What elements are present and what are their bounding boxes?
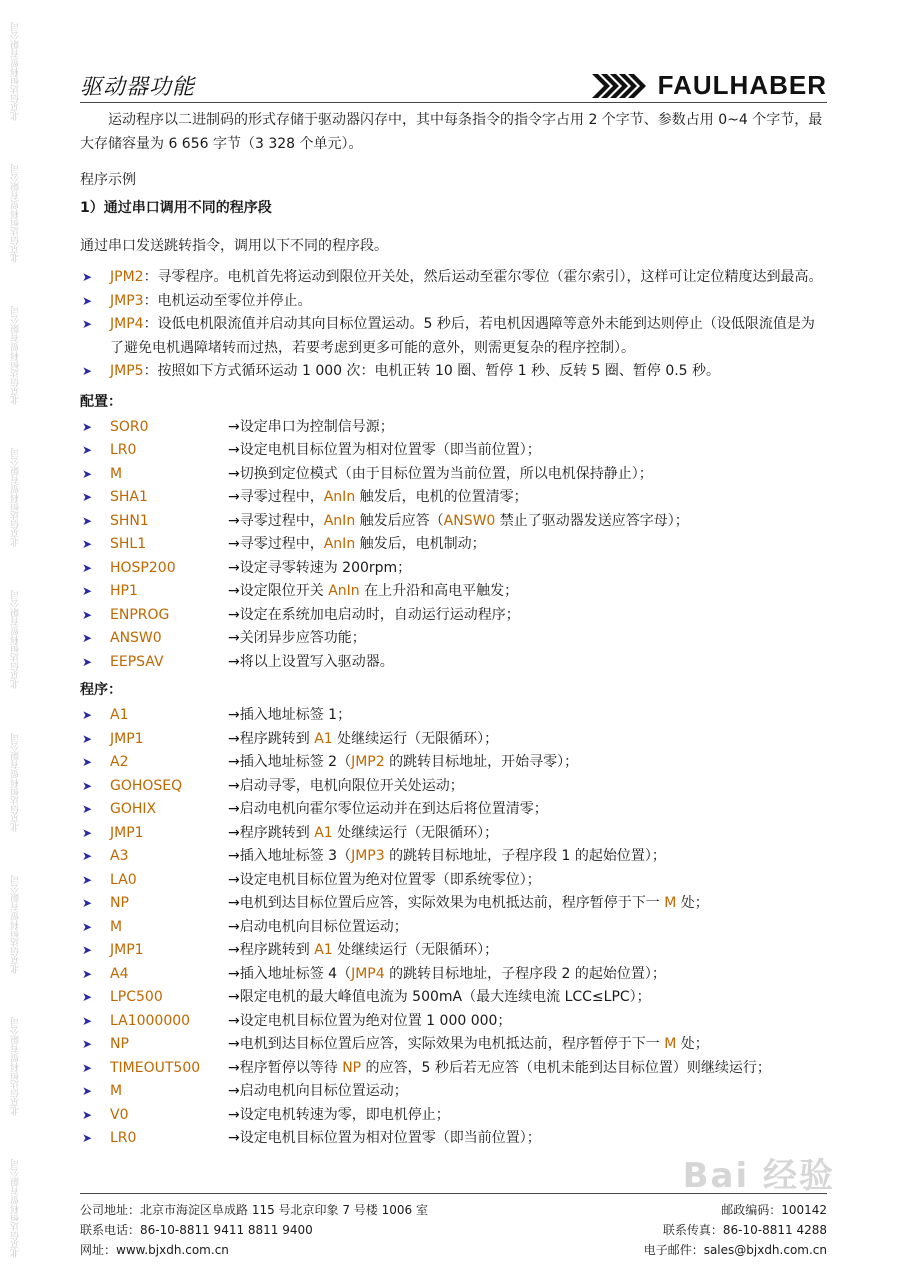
arrow-right-icon: → bbox=[228, 583, 240, 599]
bullet-arrow-icon: ➤ bbox=[81, 731, 93, 746]
command-code: ENPROG bbox=[110, 606, 170, 623]
command-code: LA1000000 bbox=[110, 1012, 191, 1029]
command-code: SHL1 bbox=[110, 536, 147, 552]
arrow-right-icon: → bbox=[228, 418, 240, 435]
watermark-text: 北京信达恒科贸有限公司 bbox=[10, 732, 21, 832]
bullet-arrow-icon: ➤ bbox=[81, 466, 93, 481]
command-row bbox=[80, 822, 827, 846]
command-code: LA0 bbox=[110, 871, 137, 888]
arrow-right-icon: → bbox=[228, 707, 240, 723]
command-row bbox=[80, 963, 827, 987]
description-text: ：按照如下方式循环运动 1 000 次：电机正转 10 圈、暂停 1 秒、反转 5 圈、暂停 0.5 秒。 bbox=[143, 363, 721, 379]
watermark-text: 北京信达恒科贸有限公司 bbox=[10, 874, 21, 974]
watermark-text: 北京信达恒科贸有限公司 bbox=[10, 163, 21, 263]
program-list bbox=[80, 704, 827, 1151]
command-row bbox=[80, 986, 827, 1010]
command-code: A2 bbox=[110, 754, 129, 770]
command-row bbox=[80, 463, 827, 487]
bullet-arrow-icon: ➤ bbox=[81, 872, 93, 887]
command-code: A1 bbox=[110, 707, 129, 723]
command-code: GOHOSEQ bbox=[110, 777, 183, 794]
command-description: 的跳转目标地址，子程序段 2 的起始位置）； bbox=[384, 965, 666, 982]
bullet-arrow-icon: ➤ bbox=[81, 490, 93, 504]
command-code: SHA1 bbox=[110, 489, 148, 505]
arrow-right-icon: → bbox=[228, 1059, 240, 1076]
command-code: SOR0 bbox=[110, 418, 149, 435]
command-description: 插入地址标签 4（ bbox=[239, 965, 352, 982]
command-code: A3 bbox=[110, 848, 129, 864]
bullet-arrow-icon: ➤ bbox=[81, 364, 93, 378]
inline-code: A1 bbox=[314, 824, 333, 841]
inline-code: A1 bbox=[314, 942, 333, 958]
inline-code: JMP3 bbox=[351, 848, 385, 864]
inline-code: A1 bbox=[314, 730, 333, 747]
command-description: 处继续运行（无限循环）； bbox=[332, 942, 499, 958]
footer-address: 公司地址：北京市海淀区阜成路 115 号北京印象 7 号楼 1006 室 bbox=[80, 1203, 428, 1217]
arrow-right-icon: → bbox=[228, 942, 240, 958]
command-description: 设定电机目标位置为绝对位置 1 000 000； bbox=[239, 1012, 512, 1029]
command-description: 触发后应答（ bbox=[355, 512, 444, 529]
command-description: 插入地址标签 3（ bbox=[239, 848, 352, 864]
bullet-arrow-icon: ➤ bbox=[81, 943, 93, 957]
inline-code: ANSW0 bbox=[443, 512, 496, 529]
arrow-right-icon: → bbox=[228, 730, 240, 747]
bullet-arrow-icon: ➤ bbox=[81, 825, 93, 840]
page-title: 驱动器功能 bbox=[80, 75, 196, 100]
logo-stripes-icon bbox=[592, 74, 650, 98]
command-row bbox=[80, 627, 827, 651]
command-row bbox=[80, 845, 827, 869]
inline-code: AnIn bbox=[323, 512, 356, 529]
jump-description-item bbox=[80, 360, 827, 384]
config-heading: 配置： bbox=[80, 393, 122, 410]
arrow-right-icon: → bbox=[228, 871, 240, 888]
command-description: 电机到达目标位置后应答，实际效果为电机抵达前，程序暂停于下一 bbox=[239, 1036, 665, 1052]
command-description: 启动电机向目标位置运动； bbox=[239, 918, 408, 935]
command-description: 程序跳转到 bbox=[239, 942, 315, 958]
command-code: LPC500 bbox=[110, 989, 163, 1005]
inline-code: AnIn bbox=[328, 583, 360, 599]
command-description: 处继续运行（无限循环）； bbox=[332, 730, 499, 747]
command-description: 程序暂停以等待 bbox=[239, 1059, 343, 1076]
bullet-arrow-icon: ➤ bbox=[81, 513, 93, 528]
command-row bbox=[80, 728, 827, 752]
command-description: 启动电机向目标位置运动； bbox=[239, 1083, 408, 1099]
inline-code: NP bbox=[342, 1059, 362, 1076]
command-row bbox=[80, 869, 827, 893]
command-row bbox=[80, 580, 827, 604]
bullet-arrow-icon: ➤ bbox=[81, 990, 93, 1004]
command-description: 寻零过程中， bbox=[239, 512, 324, 529]
command-description: 禁止了驱动器发送应答字母）； bbox=[495, 512, 689, 529]
side-watermark bbox=[6, 0, 24, 1280]
command-row bbox=[80, 775, 827, 799]
command-code: TIMEOUT500 bbox=[110, 1059, 201, 1076]
command-description: 限定电机的最大峰值电流为 500mA（最大连续电流 LCC≤LPC）； bbox=[239, 989, 651, 1005]
command-code: JMP3 bbox=[110, 292, 144, 309]
command-description: 启动电机向霍尔零位运动并在到达后将位置清零； bbox=[239, 801, 548, 817]
command-description: 插入地址标签 2（ bbox=[239, 754, 352, 770]
bullet-arrow-icon: ➤ bbox=[81, 849, 93, 863]
command-code: HP1 bbox=[110, 583, 138, 599]
bullet-arrow-icon: ➤ bbox=[81, 317, 93, 331]
command-description: 的跳转目标地址，开始寻零）； bbox=[384, 754, 579, 770]
command-row bbox=[80, 510, 827, 534]
command-description: 触发后，电机制动； bbox=[355, 536, 486, 552]
command-row bbox=[80, 704, 827, 728]
bullet-arrow-icon: ➤ bbox=[81, 919, 93, 934]
command-code: V0 bbox=[110, 1106, 129, 1123]
bullet-arrow-icon: ➤ bbox=[81, 708, 93, 722]
command-description: 寻零过程中， bbox=[239, 489, 324, 505]
arrow-right-icon: → bbox=[228, 965, 240, 982]
command-description: 设定电机目标位置为相对位置零（即当前位置）； bbox=[239, 1130, 541, 1146]
footer-website: 网址：www.bjxdh.com.cn bbox=[80, 1243, 229, 1257]
command-description: 的跳转目标地址，子程序段 1 的起始位置）； bbox=[384, 848, 666, 864]
page-footer bbox=[80, 1193, 827, 1260]
command-description: 将以上设置写入驱动器。 bbox=[239, 653, 394, 670]
command-description: 程序跳转到 bbox=[239, 824, 315, 841]
arrow-right-icon: → bbox=[228, 489, 240, 505]
command-row bbox=[80, 1033, 827, 1057]
command-row bbox=[80, 604, 827, 628]
command-row bbox=[80, 751, 827, 775]
inline-code: JMP4 bbox=[351, 965, 385, 982]
bullet-arrow-icon: ➤ bbox=[81, 631, 93, 645]
intro-paragraph: 运动程序以二进制码的形式存储于驱动器闪存中，其中每条指令的指令字占用 2 个字节、参数占用 0~4 个字节，最大存储容量为 6 656 字节（3 328 个单元）。 bbox=[80, 112, 823, 152]
command-code: NP bbox=[110, 895, 129, 911]
command-row bbox=[80, 916, 827, 940]
bullet-arrow-icon: ➤ bbox=[81, 778, 93, 793]
main-content bbox=[80, 108, 827, 1151]
bullet-arrow-icon: ➤ bbox=[81, 896, 93, 910]
arrow-right-icon: → bbox=[228, 512, 240, 529]
command-description: 插入地址标签 1； bbox=[239, 707, 352, 723]
command-code: HOSP200 bbox=[110, 559, 176, 576]
call-intro: 通过串口发送跳转指令，调用以下不同的程序段。 bbox=[80, 238, 388, 254]
faulhaber-logo bbox=[592, 70, 827, 101]
command-code: M bbox=[110, 1083, 123, 1099]
config-list bbox=[80, 416, 827, 675]
command-code: GOHIX bbox=[110, 801, 157, 817]
footer-fax: 联系传真：86-10-8811 4288 bbox=[662, 1223, 827, 1237]
command-row bbox=[80, 1080, 827, 1104]
inline-code: AnIn bbox=[323, 536, 356, 552]
description-text: ：电机运动至零位并停止。 bbox=[143, 292, 312, 309]
footer-email: 电子邮件：sales@bjxdh.com.cn bbox=[643, 1243, 827, 1257]
command-row bbox=[80, 557, 827, 581]
command-description: 在上升沿和高电平触发； bbox=[359, 583, 519, 599]
command-description: 电机到达目标位置后应答，实际效果为电机抵达前，程序暂停于下一 bbox=[239, 895, 665, 911]
bullet-arrow-icon: ➤ bbox=[81, 443, 93, 457]
command-code: EEPSAV bbox=[110, 653, 164, 670]
command-row bbox=[80, 416, 827, 440]
arrow-right-icon: → bbox=[228, 559, 240, 576]
footer-phone: 联系电话：86-10-8811 9411 8811 9400 bbox=[80, 1223, 313, 1237]
bullet-arrow-icon: ➤ bbox=[81, 802, 93, 816]
command-code: SHN1 bbox=[110, 512, 149, 529]
bullet-arrow-icon: ➤ bbox=[81, 607, 93, 622]
subheading: 1）通过串口调用不同的程序段 bbox=[80, 200, 272, 216]
bullet-arrow-icon: ➤ bbox=[81, 419, 93, 434]
watermark-text: 北京信达恒科贸有限公司 bbox=[10, 21, 21, 121]
command-code: M bbox=[110, 918, 123, 935]
command-row bbox=[80, 892, 827, 916]
command-row bbox=[80, 651, 827, 675]
command-code: NP bbox=[110, 1036, 129, 1052]
command-description: 设定串口为控制信号源； bbox=[239, 418, 394, 435]
watermark-text: 北京信达恒科贸有限公司 bbox=[10, 306, 21, 406]
arrow-right-icon: → bbox=[228, 918, 240, 935]
watermark-text: 北京信达恒科贸有限公司 bbox=[10, 1159, 21, 1259]
logo-wordmark: FAULHABER bbox=[657, 70, 827, 100]
arrow-right-icon: → bbox=[228, 989, 240, 1005]
arrow-right-icon: → bbox=[228, 536, 240, 552]
command-code: JMP5 bbox=[110, 363, 144, 379]
arrow-right-icon: → bbox=[228, 1106, 240, 1123]
arrow-right-icon: → bbox=[228, 1130, 240, 1146]
arrow-right-icon: → bbox=[228, 1036, 240, 1052]
jump-description-item bbox=[80, 266, 827, 290]
command-code: M bbox=[110, 465, 123, 482]
arrow-right-icon: → bbox=[228, 777, 240, 794]
watermark-text: 北京信达恒科贸有限公司 bbox=[10, 448, 21, 548]
inline-code: JMP2 bbox=[351, 754, 385, 770]
command-description: 的应答，5 秒后若无应答（电机未能到达目标位置）则继续运行； bbox=[361, 1059, 771, 1076]
bullet-arrow-icon: ➤ bbox=[81, 1084, 93, 1098]
command-code: JMP1 bbox=[110, 730, 144, 747]
command-row bbox=[80, 439, 827, 463]
baidu-watermark: Bai 经验 bbox=[682, 1156, 835, 1196]
command-description: 触发后，电机的位置清零； bbox=[355, 489, 528, 505]
bullet-arrow-icon: ➤ bbox=[81, 270, 93, 284]
command-description: 设定限位开关 bbox=[239, 583, 329, 599]
inline-code: M bbox=[664, 895, 677, 911]
bullet-arrow-icon: ➤ bbox=[81, 1037, 93, 1051]
example-heading: 程序示例 bbox=[80, 172, 136, 188]
description-text: ：寻零程序。电机首先将运动到限位开关处，然后运动至霍尔零位（霍尔索引），这样可让定位精度达到最高。 bbox=[143, 269, 823, 285]
command-description: 寻零过程中， bbox=[239, 536, 324, 552]
arrow-right-icon: → bbox=[228, 895, 240, 911]
command-row bbox=[80, 1104, 827, 1128]
command-description: 设定电机转速为零，即电机停止； bbox=[239, 1106, 450, 1123]
command-description: 设定电机目标位置为绝对位置零（即系统零位）； bbox=[239, 871, 541, 888]
arrow-right-icon: → bbox=[228, 465, 240, 482]
arrow-right-icon: → bbox=[228, 606, 240, 623]
bullet-arrow-icon: ➤ bbox=[81, 1131, 93, 1145]
command-description: 处； bbox=[676, 1036, 709, 1052]
bullet-arrow-icon: ➤ bbox=[81, 1107, 93, 1122]
bullet-arrow-icon: ➤ bbox=[81, 1060, 93, 1075]
command-code: JMP1 bbox=[110, 824, 144, 841]
command-row bbox=[80, 1127, 827, 1151]
arrow-right-icon: → bbox=[228, 824, 240, 841]
command-description: 切换到定位模式（由于目标位置为当前位置，所以电机保持静止）； bbox=[239, 465, 653, 482]
command-row bbox=[80, 1010, 827, 1034]
arrow-right-icon: → bbox=[228, 801, 240, 817]
watermark-text: 北京信达恒科贸有限公司 bbox=[10, 590, 21, 690]
arrow-right-icon: → bbox=[228, 848, 240, 864]
command-description: 设定寻零转速为 200rpm； bbox=[239, 559, 412, 576]
command-row bbox=[80, 486, 827, 510]
bullet-arrow-icon: ➤ bbox=[81, 293, 93, 308]
inline-code: M bbox=[664, 1036, 677, 1052]
arrow-right-icon: → bbox=[228, 1083, 240, 1099]
footer-postcode: 邮政编码：100142 bbox=[721, 1203, 827, 1217]
jump-description-item bbox=[80, 290, 827, 314]
command-code: JPM2 bbox=[110, 269, 144, 285]
inline-code: AnIn bbox=[323, 489, 356, 505]
command-description: 启动寻零，电机向限位开关处运动； bbox=[239, 777, 464, 794]
command-description: 程序跳转到 bbox=[239, 730, 315, 747]
jump-description-list bbox=[80, 266, 827, 384]
command-row bbox=[80, 533, 827, 557]
bullet-arrow-icon: ➤ bbox=[81, 584, 93, 598]
arrow-right-icon: → bbox=[228, 630, 240, 646]
command-code: ANSW0 bbox=[110, 630, 162, 646]
jump-description-item bbox=[80, 313, 827, 360]
command-description: 处继续运行（无限循环）； bbox=[332, 824, 499, 841]
command-code: A4 bbox=[110, 965, 129, 982]
bullet-arrow-icon: ➤ bbox=[81, 1013, 93, 1028]
command-description: 处； bbox=[676, 895, 709, 911]
arrow-right-icon: → bbox=[228, 442, 240, 458]
command-code: LR0 bbox=[110, 1130, 137, 1146]
command-description: 关闭异步应答功能； bbox=[239, 630, 366, 646]
bullet-arrow-icon: ➤ bbox=[81, 755, 93, 769]
bullet-arrow-icon: ➤ bbox=[81, 537, 93, 551]
command-code: JMP4 bbox=[110, 316, 144, 332]
command-code: JMP1 bbox=[110, 942, 144, 958]
command-code: LR0 bbox=[110, 442, 137, 458]
arrow-right-icon: → bbox=[228, 754, 240, 770]
arrow-right-icon: → bbox=[228, 653, 240, 670]
bullet-arrow-icon: ➤ bbox=[81, 654, 93, 669]
watermark-text: 北京信达恒科贸有限公司 bbox=[10, 1017, 21, 1117]
description-text: ：设低电机限流值并启动其向目标位置运动。5 秒后，若电机因遇障等意外未能到达则停止（设低限流值是为了避免电机遇障堵转而过热，若要考虑到更多可能的意外，则需更复杂的程序控制）。 bbox=[110, 316, 815, 356]
bullet-arrow-icon: ➤ bbox=[81, 560, 93, 575]
bullet-arrow-icon: ➤ bbox=[81, 966, 93, 981]
command-description: 设定在系统加电启动时，自动运行运动程序； bbox=[239, 606, 520, 623]
program-heading: 程序： bbox=[80, 682, 122, 698]
command-row bbox=[80, 939, 827, 963]
arrow-right-icon: → bbox=[228, 1012, 240, 1029]
command-description: 设定电机目标位置为相对位置零（即当前位置）； bbox=[239, 442, 541, 458]
command-row bbox=[80, 798, 827, 822]
command-row bbox=[80, 1057, 827, 1081]
page-header bbox=[80, 62, 827, 103]
